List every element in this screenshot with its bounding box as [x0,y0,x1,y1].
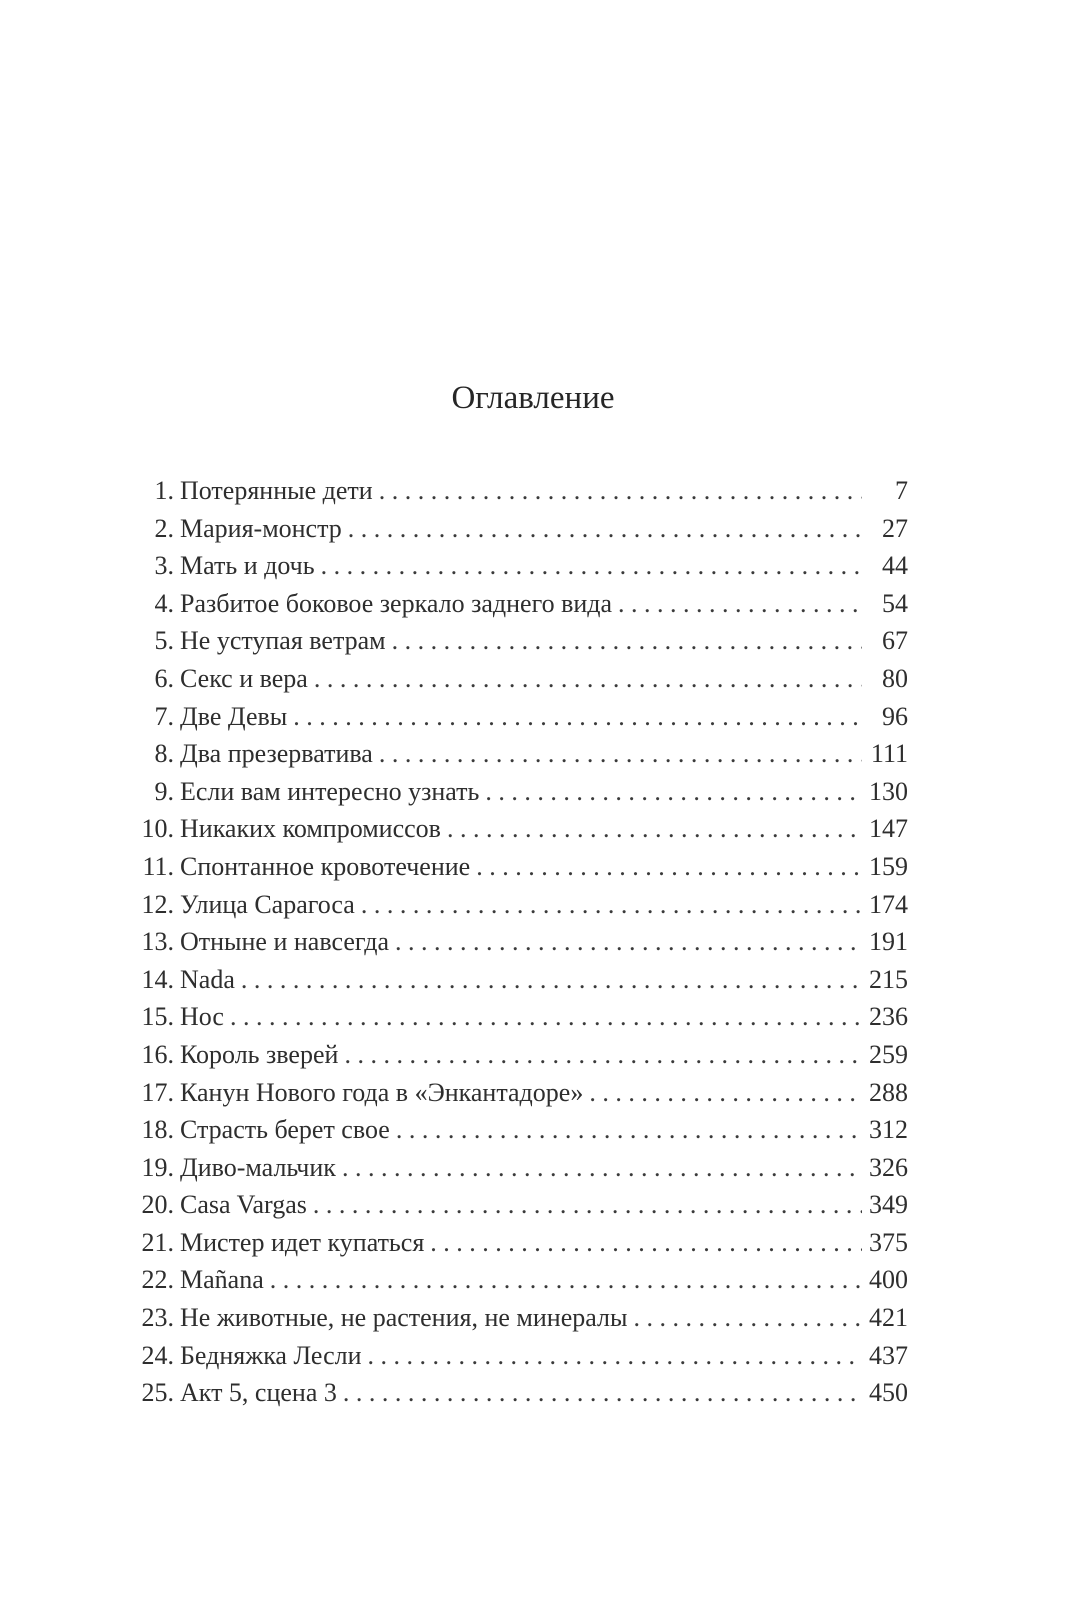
toc-entry[interactable] [130,472,908,510]
toc-entry[interactable] [130,1299,908,1337]
toc-entry[interactable] [130,547,908,585]
page-number: 159 [869,851,908,881]
dot-leader [396,1111,862,1149]
chapter-number: 22. [141,1265,174,1295]
dot-leader [321,547,862,585]
dot-leader [342,1149,862,1187]
page-number: 44 [882,551,908,581]
chapter-number: 10. [141,814,174,844]
chapter-title: Мария-монстр [180,513,342,543]
chapter-number: 6. [154,663,174,693]
chapter-number: 13. [141,927,174,957]
chapter-title: Король зверей [180,1039,339,1069]
chapter-title: Бедняжка Лесли [180,1340,362,1370]
toc-entry[interactable] [130,773,908,811]
chapter-title: Нос [180,1002,224,1032]
chapter-title: Акт 5, сцена 3 [180,1378,337,1408]
toc-entry[interactable] [130,1074,908,1112]
chapter-number: 21. [141,1227,174,1257]
chapter-title: Страсть берет свое [180,1115,390,1145]
dot-leader [392,622,862,660]
toc-entry[interactable] [130,698,908,736]
chapter-number: 12. [141,889,174,919]
toc-entry[interactable] [130,1261,908,1299]
chapter-number: 2. [154,513,174,543]
page-number: 326 [869,1152,908,1182]
page-number: 450 [869,1378,908,1408]
chapter-title: Не животные, не растения, не минералы [180,1303,628,1333]
page-number: 111 [870,739,908,769]
page-number: 375 [869,1227,908,1257]
dot-leader [241,961,862,999]
chapter-number: 3. [154,551,174,581]
dot-leader [485,773,862,811]
toc-entry[interactable] [130,998,908,1036]
toc-entry[interactable] [130,886,908,924]
dot-leader [447,810,862,848]
table-of-contents [130,472,908,1412]
dot-leader [344,1036,862,1074]
chapter-number: 9. [154,776,174,806]
dot-leader [379,735,862,773]
chapter-number: 1. [154,476,174,505]
chapter-number: 16. [141,1039,174,1069]
toc-entry[interactable] [130,1337,908,1375]
chapter-title: Две Девы [180,701,288,731]
toc-entry[interactable] [130,961,908,999]
chapter-number: 8. [154,739,174,769]
dot-leader [314,660,862,698]
chapter-title: Разбитое боковое зеркало заднего вида [180,588,613,618]
page-number: 349 [869,1190,908,1220]
page-number: 54 [882,588,908,618]
dot-leader [313,1186,862,1224]
dot-leader [379,472,862,510]
chapter-number: 20. [141,1190,174,1220]
dot-leader [361,886,862,924]
chapter-title: Диво-мальчик [180,1152,336,1182]
page-number: 288 [869,1077,908,1107]
dot-leader [230,998,862,1036]
page-title: Оглавление [451,380,615,416]
page-number: 67 [882,626,908,656]
chapter-number: 7. [154,701,174,731]
page-number: 215 [869,964,908,994]
page-number: 174 [869,889,908,919]
toc-entry[interactable] [130,1186,908,1224]
dot-leader [618,585,862,623]
chapter-title: Никаких компромиссов [180,814,441,844]
toc-entry[interactable] [130,1111,908,1149]
chapter-title: Мать и дочь [180,551,315,581]
chapter-title: Если вам интересно узнать [180,776,480,806]
page-number: 96 [882,701,908,731]
dot-leader [348,510,862,548]
chapter-title: Nada [180,964,235,994]
chapter-number: 14. [141,964,174,994]
dot-leader [293,698,862,736]
toc-entry[interactable] [130,1149,908,1187]
dot-leader [270,1261,862,1299]
toc-entry[interactable] [130,1224,908,1262]
chapter-title: Спонтанное кровотечение [180,851,471,881]
chapter-title: Mañana [180,1265,264,1295]
page-number: 7 [895,476,908,505]
chapter-number: 23. [141,1303,174,1333]
toc-entry[interactable] [130,735,908,773]
dot-leader [395,923,862,961]
chapter-title: Не уступая ветрам [180,626,386,656]
chapter-number: 24. [141,1340,174,1370]
chapter-number: 17. [141,1077,174,1107]
chapter-title: Секс и вера [180,663,308,693]
toc-entry[interactable] [130,510,908,548]
page-number: 147 [869,814,908,844]
toc-entry[interactable] [130,1036,908,1074]
toc-entry[interactable] [130,923,908,961]
page-number: 437 [869,1340,908,1370]
dot-leader [633,1299,862,1337]
dot-leader [430,1224,862,1262]
chapter-title: Улица Сарагоса [180,889,355,919]
dot-leader [589,1074,862,1112]
toc-entry[interactable] [130,810,908,848]
chapter-title: Отныне и навсегда [180,927,390,957]
page-number: 400 [869,1265,908,1295]
page-number: 191 [869,927,908,957]
chapter-number: 18. [141,1115,174,1145]
chapter-title: Канун Нового года в «Энкантадоре» [180,1077,584,1107]
page-number: 80 [882,663,908,693]
toc-entry[interactable] [130,848,908,886]
page-number: 236 [869,1002,908,1032]
dot-leader [343,1374,862,1412]
page-number: 259 [869,1039,908,1069]
page-number: 27 [882,513,908,543]
toc-entry[interactable] [130,660,908,698]
chapter-number: 11. [142,851,174,881]
page-number: 312 [869,1115,908,1145]
dot-leader [476,848,862,886]
chapter-title: Casa Vargas [180,1190,307,1220]
toc-entry[interactable] [130,585,908,623]
chapter-number: 15. [141,1002,174,1032]
dot-leader [368,1337,862,1375]
toc-entry[interactable] [130,622,908,660]
chapter-title: Потерянные дети [180,476,373,505]
chapter-number: 4. [154,588,174,618]
chapter-number: 25. [141,1378,174,1408]
chapter-number: 19. [141,1152,174,1182]
chapter-title: Два презерватива [180,739,373,769]
page-number: 421 [869,1303,908,1333]
chapter-title: Мистер идет купаться [180,1227,425,1257]
chapter-number: 5. [154,626,174,656]
toc-entry[interactable] [130,1374,908,1412]
page-number: 130 [869,776,908,806]
